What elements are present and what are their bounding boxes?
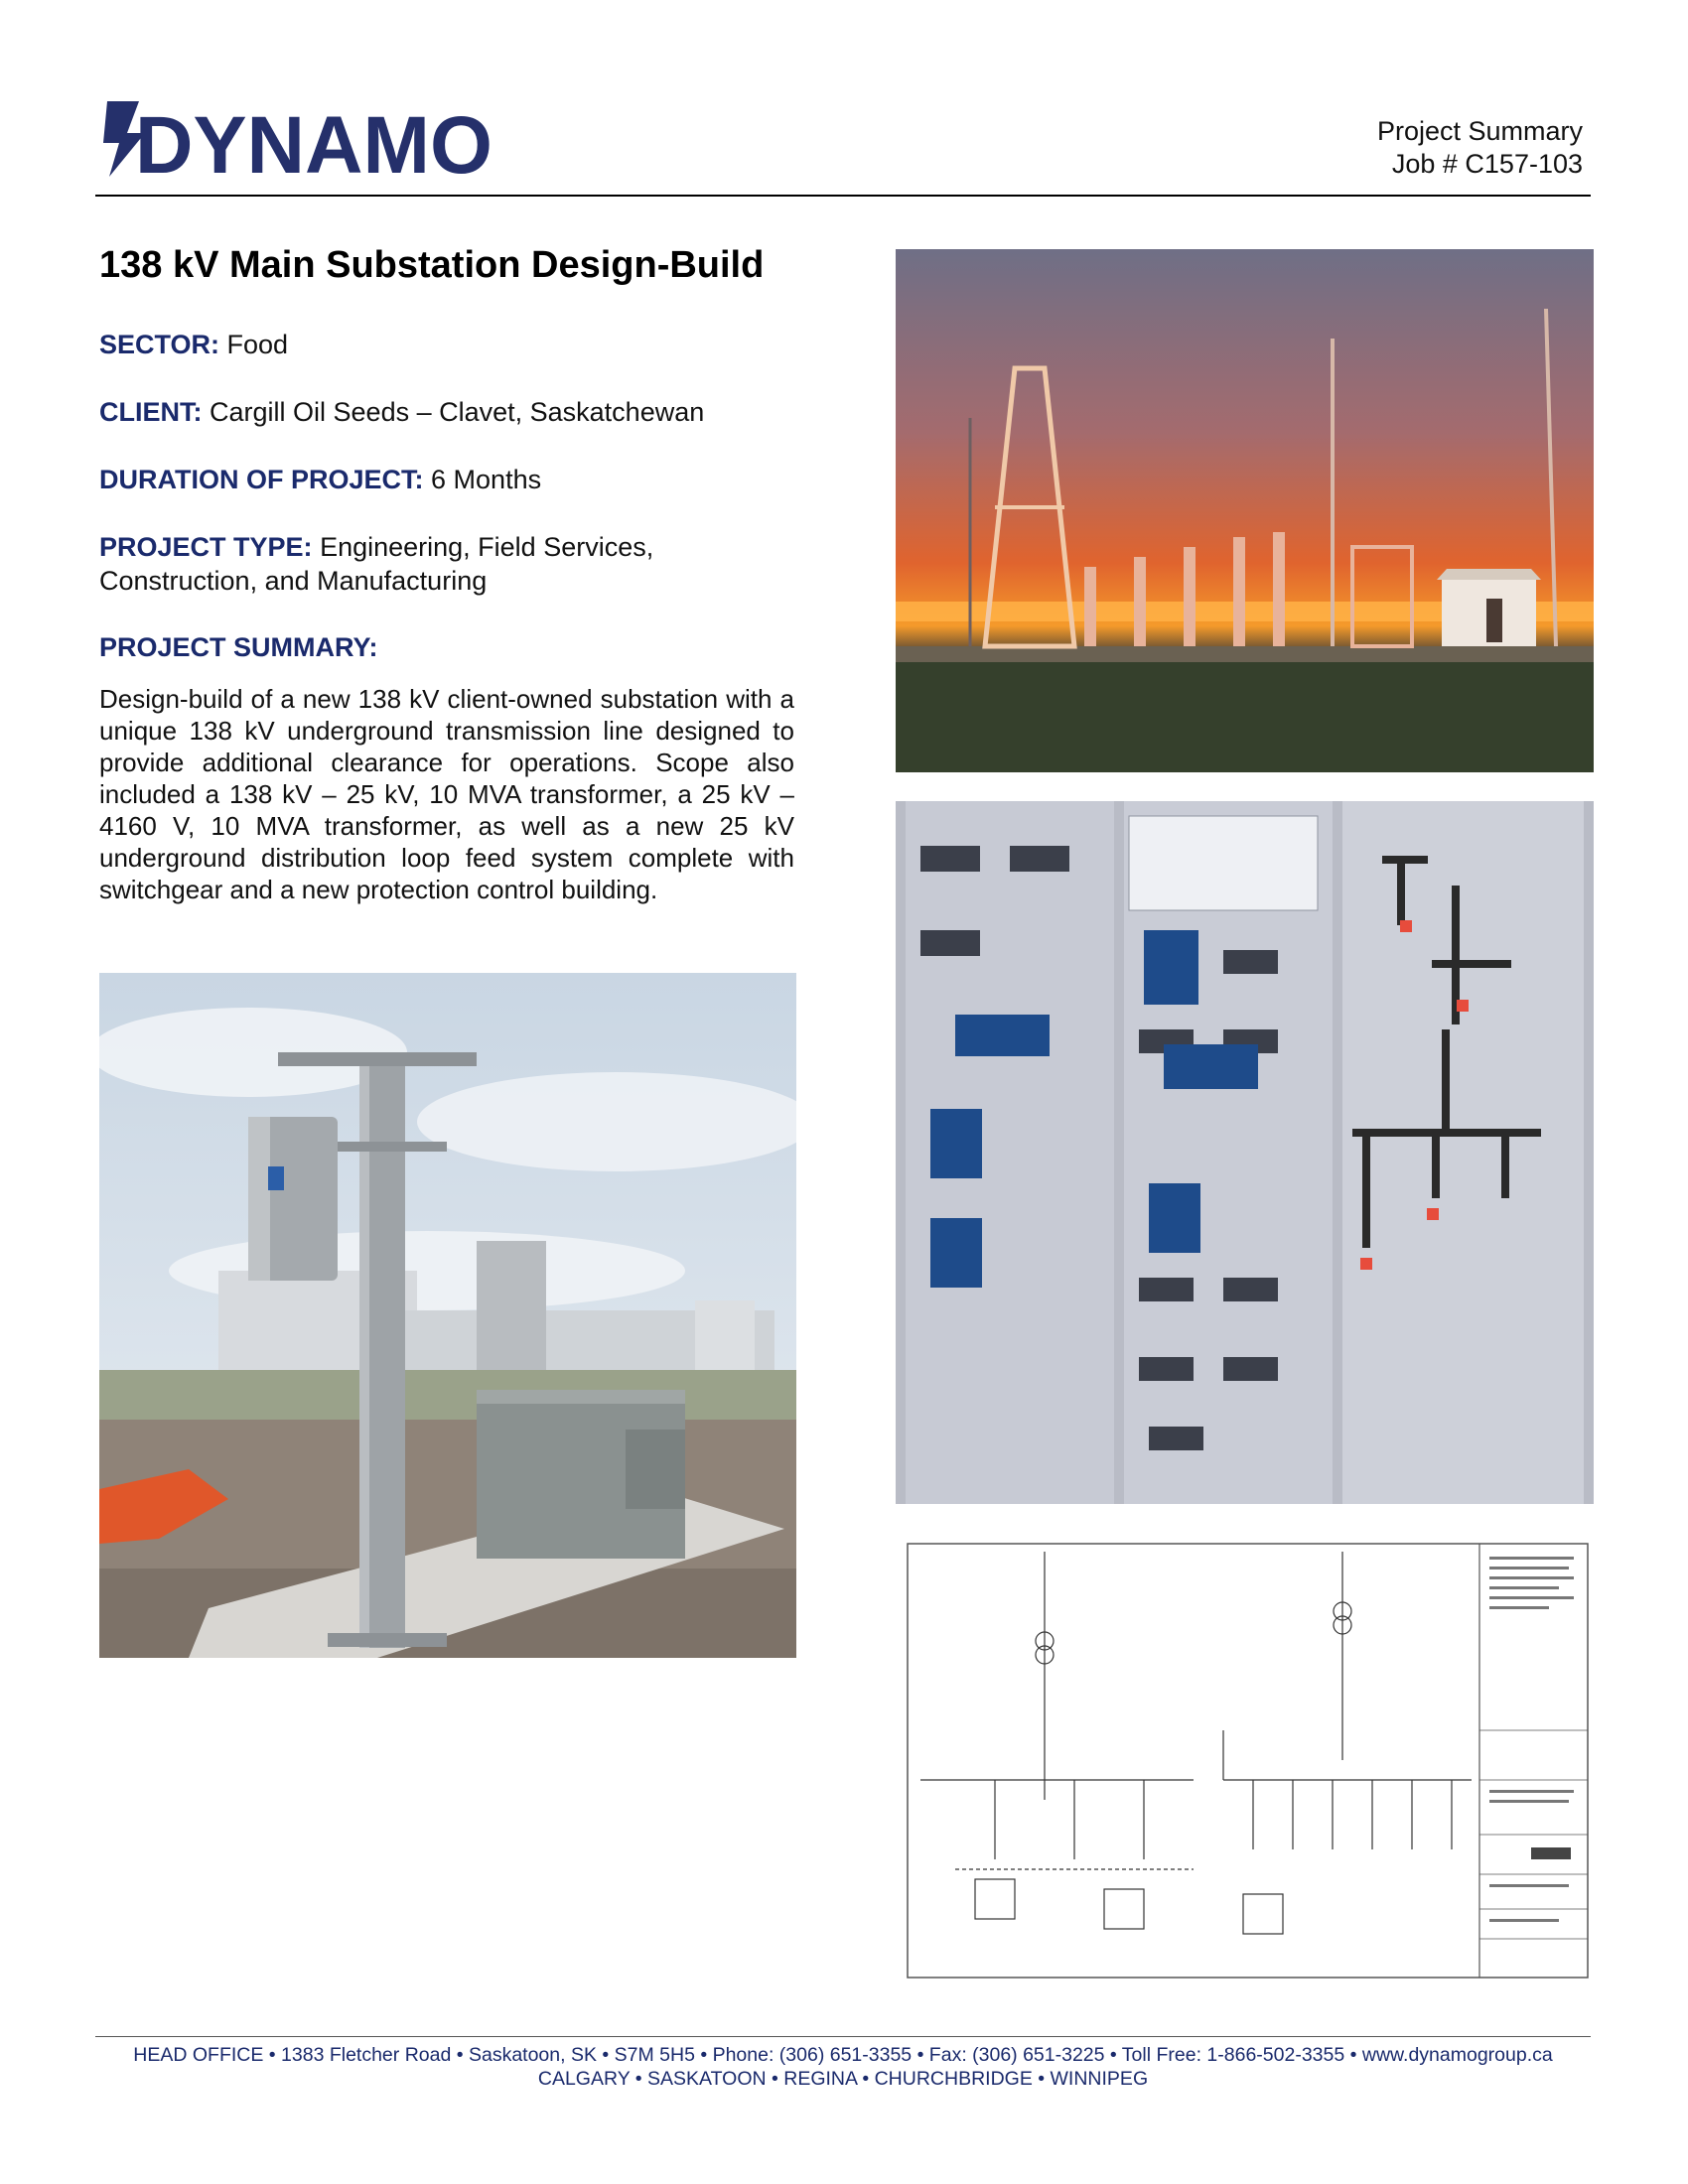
summary-text: Design-build of a new 138 kV client-owned substation with a unique 138 kV underground transmission line designed to provide additional clearance for operations. Scope also included a 138 kV – 25 kV, 10 MVA transformer, a 25 kV – 4160 V, 10 MVA transformer, as well as a new 25 kV underground distribution loop feed system complete with switchgear and a new protection control building. (99, 684, 794, 904)
sector-field (99, 328, 804, 361)
client-label: CLIENT: (99, 397, 203, 427)
svg-text:DYNAMO: DYNAMO (135, 100, 492, 181)
header-divider (95, 195, 1591, 197)
footer-locations: CALGARY • SASKATOON • REGINA • CHURCHBRIDGE • WINNIPEG (537, 2068, 1149, 2090)
client-field (99, 395, 804, 429)
job-number: Job # C157-103 (1391, 149, 1583, 179)
duration-value: 6 Months (431, 465, 542, 494)
doc-type: Project Summary (1376, 116, 1583, 146)
footer-divider (95, 2036, 1591, 2037)
footer-head-office: HEAD OFFICE • 1383 Fletcher Road • Saskatoon, SK • S7M 5H5 • Phone: (306) 651-3355 • Fax: (306) 651-3225 • Toll Free: 1-866-502-3355 • www.dynamogroup.ca (133, 2044, 1553, 2066)
project-type-label: PROJECT TYPE: (99, 532, 313, 562)
project-type-field (99, 530, 784, 598)
header-meta (1377, 115, 1583, 181)
summary-heading: PROJECT SUMMARY: (99, 632, 378, 662)
page-title: 138 kV Main Substation Design-Build (99, 244, 765, 286)
sector-value: Food (226, 330, 289, 359)
transformer-photo (99, 973, 796, 1658)
client-value: Cargill Oil Seeds – Clavet, Saskatchewan (210, 397, 705, 427)
control-panel-photo (896, 801, 1594, 1504)
single-line-diagram-drawing (896, 1532, 1594, 1988)
duration-label: DURATION OF PROJECT: (99, 465, 424, 494)
project-type-value: Engineering, Field Services, Construction, and Manufacturing (99, 532, 654, 596)
substation-sunset-photo (896, 249, 1594, 772)
dynamo-logo (99, 97, 496, 181)
footer (95, 2043, 1591, 2091)
sector-label: SECTOR: (99, 330, 220, 359)
duration-field (99, 463, 804, 496)
